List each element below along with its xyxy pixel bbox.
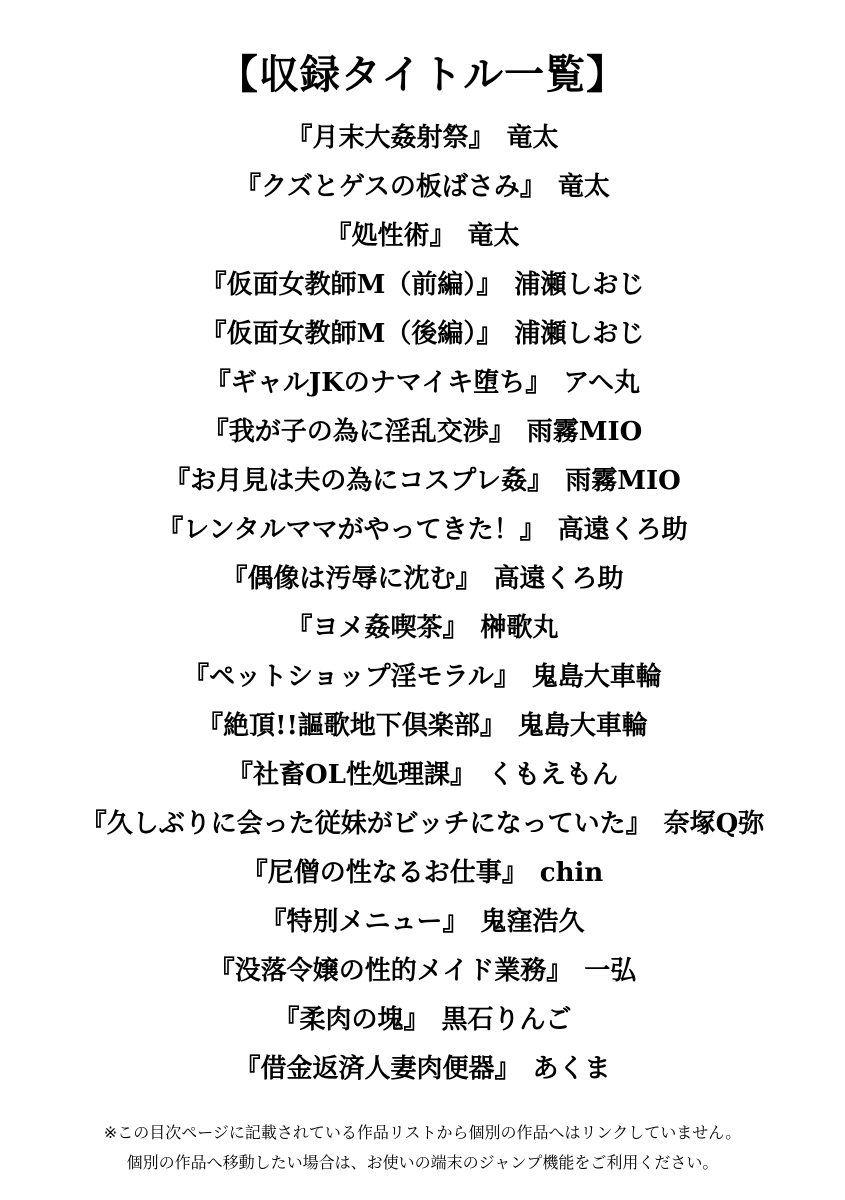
footnote-jump-instructions: 個別の作品へ移動したい場合は、お使いの端末のジャンプ機能をご利用ください。	[126, 1153, 719, 1172]
work-title: 『柔肉の塊』	[273, 1005, 430, 1035]
work-author: 鬼島大車輪	[531, 662, 662, 692]
work-title: 『偶像は汚辱に沈む』	[221, 564, 482, 594]
work-author: 雨霧MIO	[526, 417, 643, 447]
list-item	[0, 751, 845, 800]
footnote-no-links: ※この目次ページに記載されている作品リストから個別の作品へはリンクしていません。	[103, 1123, 742, 1142]
list-item	[0, 947, 845, 996]
work-author: 雨霧MIO	[565, 466, 681, 496]
work-title: 『特別メニュー』	[260, 907, 469, 937]
list-item	[0, 1045, 845, 1094]
work-author: くもえもん	[487, 760, 618, 790]
list-item	[0, 310, 845, 359]
title-list	[0, 114, 845, 1094]
work-author: 奈塚Q弥	[663, 809, 765, 839]
work-title: 『我が子の為に淫乱交渉』	[202, 417, 515, 447]
list-item	[0, 555, 845, 604]
list-item	[0, 898, 845, 947]
work-title: 『お月見は夫の為にコスプレ姦』	[164, 466, 554, 496]
work-author: 浦瀬しおじ	[514, 319, 645, 349]
work-author: 鬼窪浩久	[480, 907, 585, 937]
list-item	[0, 457, 845, 506]
work-title: 『クズとゲスの板ばさみ』	[235, 172, 546, 202]
list-item	[0, 849, 845, 898]
work-author: 竜太	[506, 123, 559, 153]
list-item	[0, 359, 845, 408]
work-author: chin	[539, 858, 604, 888]
work-title: 『仮面女教師M（後編）』	[200, 319, 503, 349]
work-title: 『借金返済人妻肉便器』	[234, 1054, 521, 1084]
list-item	[0, 163, 845, 212]
work-title: 『社畜OL性処理課』	[227, 760, 476, 790]
work-author: 高遠くろ助	[557, 515, 688, 545]
list-item	[0, 653, 845, 702]
work-title: 『絶頂!!謳歌地下倶楽部』	[197, 711, 506, 741]
work-title: 『処性術』	[325, 221, 456, 251]
list-item	[0, 261, 845, 310]
work-author: 黒石りんご	[441, 1005, 572, 1035]
page-title: 【収録タイトル一覧】	[217, 51, 628, 98]
work-author: 竜太	[467, 221, 520, 251]
list-item	[0, 506, 845, 555]
work-author: 高遠くろ助	[493, 564, 624, 594]
work-title: 『仮面女教師M（前編）』	[200, 270, 503, 300]
work-title: 『ペットショップ淫モラル』	[183, 662, 520, 692]
work-title: 『ヨメ姦喫茶』	[286, 613, 469, 643]
list-item	[0, 996, 845, 1045]
list-item	[0, 702, 845, 751]
list-item	[0, 800, 845, 849]
work-title: 『尼僧の性なるお仕事』	[241, 858, 528, 888]
work-title: 『久しぶりに会った従妹がビッチになっていた』	[80, 809, 652, 839]
list-item	[0, 212, 845, 261]
work-author: 一弘	[584, 956, 637, 986]
work-title: 『レンタルママがやってきた！』	[157, 515, 546, 545]
work-title: 『月末大姦射祭』	[286, 123, 495, 153]
work-author: あくま	[532, 1054, 611, 1084]
work-author: アヘ丸	[563, 368, 641, 398]
list-item	[0, 114, 845, 163]
work-author: 竜太	[557, 172, 610, 202]
work-title: 『没落令嬢の性的メイド業務』	[208, 956, 573, 986]
work-author: 榊歌丸	[480, 613, 559, 643]
work-author: 鬼島大車輪	[517, 711, 648, 741]
list-item	[0, 604, 845, 653]
work-author: 浦瀬しおじ	[514, 270, 645, 300]
work-title: 『ギャルJKのナマイキ堕ち』	[204, 368, 552, 398]
list-item	[0, 408, 845, 457]
